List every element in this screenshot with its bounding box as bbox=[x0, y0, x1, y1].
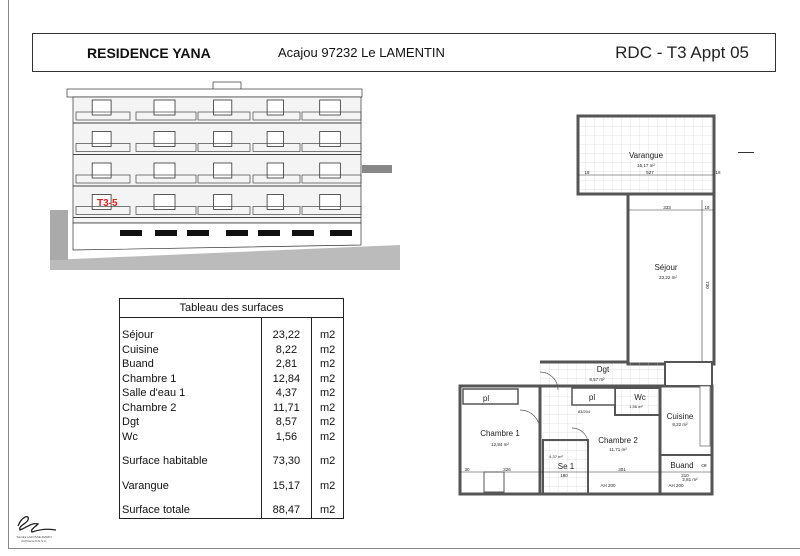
window bbox=[320, 195, 341, 210]
room-name: Chambre 1 bbox=[120, 372, 262, 387]
window bbox=[320, 100, 341, 115]
room-area: 1,56 m² bbox=[629, 404, 643, 409]
dimension: 301 bbox=[618, 467, 626, 472]
kitchen-upper bbox=[665, 362, 712, 386]
dimension: 527 bbox=[646, 170, 654, 175]
unit: m2 bbox=[312, 503, 344, 518]
vent bbox=[292, 230, 314, 236]
room-name: Séjour bbox=[654, 263, 678, 272]
room-name: Séjour bbox=[120, 328, 262, 343]
window bbox=[320, 163, 341, 178]
door-dimension: 83/204 bbox=[577, 409, 591, 414]
table-row bbox=[120, 430, 344, 445]
unit: m2 bbox=[312, 386, 344, 401]
table-row bbox=[120, 479, 344, 494]
dimension: 18 bbox=[584, 170, 590, 175]
unit: m2 bbox=[312, 357, 344, 372]
room-area: 11,71 m² bbox=[609, 447, 627, 452]
dimension: 326 bbox=[503, 467, 511, 472]
room-surface: 8,22 bbox=[261, 343, 312, 358]
kitchen-counter bbox=[700, 386, 710, 446]
vent bbox=[226, 230, 248, 236]
unit: m2 bbox=[312, 401, 344, 416]
window-label: AH 200 bbox=[600, 483, 616, 488]
table-row bbox=[120, 357, 344, 372]
room-name: Surface totale bbox=[120, 503, 262, 518]
table-row bbox=[120, 503, 344, 518]
window bbox=[154, 163, 175, 178]
surfaces-table bbox=[119, 298, 344, 519]
room-surface: 2,81 bbox=[261, 357, 312, 372]
dimension: 30 bbox=[464, 467, 470, 472]
architect-signature bbox=[12, 508, 62, 544]
placard-1 bbox=[463, 389, 518, 404]
window bbox=[154, 100, 175, 115]
floor-plan bbox=[440, 100, 780, 510]
room-name: Cuisine bbox=[666, 412, 694, 421]
vent bbox=[187, 230, 209, 236]
room-area: 2,81 m² bbox=[682, 477, 698, 482]
window bbox=[267, 195, 283, 210]
room-name: Se 1 bbox=[557, 462, 575, 471]
vent bbox=[155, 230, 177, 236]
window bbox=[267, 132, 283, 147]
window bbox=[267, 100, 283, 115]
window bbox=[320, 132, 341, 147]
placard-label: pl bbox=[588, 393, 596, 402]
room-surface: 11,71 bbox=[261, 401, 312, 416]
room-area: 15,17 m² bbox=[637, 163, 655, 168]
vent bbox=[330, 230, 352, 236]
room-name: Wc bbox=[634, 393, 646, 402]
table-title: Tableau des surfaces bbox=[120, 299, 344, 318]
room-name: Varangue bbox=[628, 151, 664, 160]
window bbox=[154, 195, 175, 210]
room-area: 8,22 m² bbox=[672, 422, 688, 427]
signature-caption: Sandra LAFOSSE-MARIN bbox=[16, 535, 52, 539]
ce-label: ce bbox=[701, 463, 707, 469]
room-surface: 23,22 bbox=[261, 328, 312, 343]
room-name: Dgt bbox=[596, 365, 610, 374]
building-elevation bbox=[0, 80, 400, 275]
page-border-bottom bbox=[8, 548, 800, 549]
table-row bbox=[120, 454, 344, 469]
unit: m2 bbox=[312, 479, 344, 494]
table-row bbox=[120, 401, 344, 416]
room-area: 4,37 m² bbox=[549, 454, 563, 459]
room-surface: 88,47 bbox=[261, 503, 312, 518]
room-name: Varangue bbox=[120, 479, 262, 494]
window bbox=[92, 163, 111, 178]
room-name: Salle d'eau 1 bbox=[120, 386, 262, 401]
north-mark bbox=[738, 152, 754, 153]
window bbox=[154, 132, 175, 147]
window bbox=[214, 132, 232, 147]
ground-floor-base bbox=[73, 223, 361, 250]
apartment-label: RDC - T3 Appt 05 bbox=[615, 43, 749, 62]
room-area: 8,57 m² bbox=[589, 377, 605, 382]
room-surface: 4,37 bbox=[261, 386, 312, 401]
room-surface: 12,84 bbox=[261, 372, 312, 387]
dimension: 333 bbox=[663, 205, 671, 210]
unit: m2 bbox=[312, 454, 344, 469]
dimension: 180 bbox=[560, 473, 568, 478]
room-name: Buand bbox=[670, 461, 694, 470]
table-row bbox=[120, 372, 344, 387]
table-row bbox=[120, 343, 344, 358]
room-surface: 1,56 bbox=[261, 430, 312, 445]
room-name: Dgt bbox=[120, 415, 262, 430]
room-surface: 8,57 bbox=[261, 415, 312, 430]
room-name: Cuisine bbox=[120, 343, 262, 358]
unit: m2 bbox=[312, 328, 344, 343]
room-surface: 15,17 bbox=[261, 479, 312, 494]
window bbox=[267, 163, 283, 178]
window bbox=[92, 132, 111, 147]
table-row bbox=[120, 386, 344, 401]
unit: m2 bbox=[312, 415, 344, 430]
room-name: Surface habitable bbox=[120, 454, 262, 469]
room-area: 23,22 m² bbox=[659, 275, 677, 280]
window bbox=[214, 163, 232, 178]
placard-label: pl bbox=[482, 394, 490, 403]
entry-door bbox=[484, 472, 504, 492]
room-surface: 73,30 bbox=[261, 454, 312, 469]
signature-caption: Architecte D.E.S.A. bbox=[21, 539, 47, 543]
unit-marker: T3-5 bbox=[97, 198, 118, 209]
vent bbox=[120, 230, 142, 236]
roof-slab bbox=[67, 89, 362, 97]
dimension: 18 bbox=[715, 170, 721, 175]
window bbox=[214, 195, 232, 210]
dimension: 210 bbox=[681, 473, 689, 478]
residence-name: RESIDENCE YANA bbox=[87, 45, 211, 61]
dimension: 730 bbox=[705, 281, 710, 289]
unit: m2 bbox=[312, 430, 344, 445]
neighbour-wall bbox=[362, 165, 392, 173]
title-block bbox=[32, 33, 776, 72]
room-name: Wc bbox=[120, 430, 262, 445]
unit: m2 bbox=[312, 372, 344, 387]
window-label: AH 200 bbox=[668, 483, 684, 488]
dimension: 18 bbox=[704, 205, 710, 210]
room-name: Chambre 1 bbox=[480, 429, 520, 438]
address: Acajou 97232 Le LAMENTIN bbox=[278, 45, 445, 60]
room-area: 12,84 m² bbox=[491, 442, 509, 447]
side-wall bbox=[50, 210, 68, 260]
window bbox=[214, 100, 232, 115]
room-name: Chambre 2 bbox=[120, 401, 262, 416]
room-name: Buand bbox=[120, 357, 262, 372]
unit: m2 bbox=[312, 343, 344, 358]
table-row bbox=[120, 328, 344, 343]
window bbox=[92, 100, 111, 115]
room-name: Chambre 2 bbox=[598, 436, 638, 445]
vent bbox=[258, 230, 280, 236]
table-row bbox=[120, 415, 344, 430]
